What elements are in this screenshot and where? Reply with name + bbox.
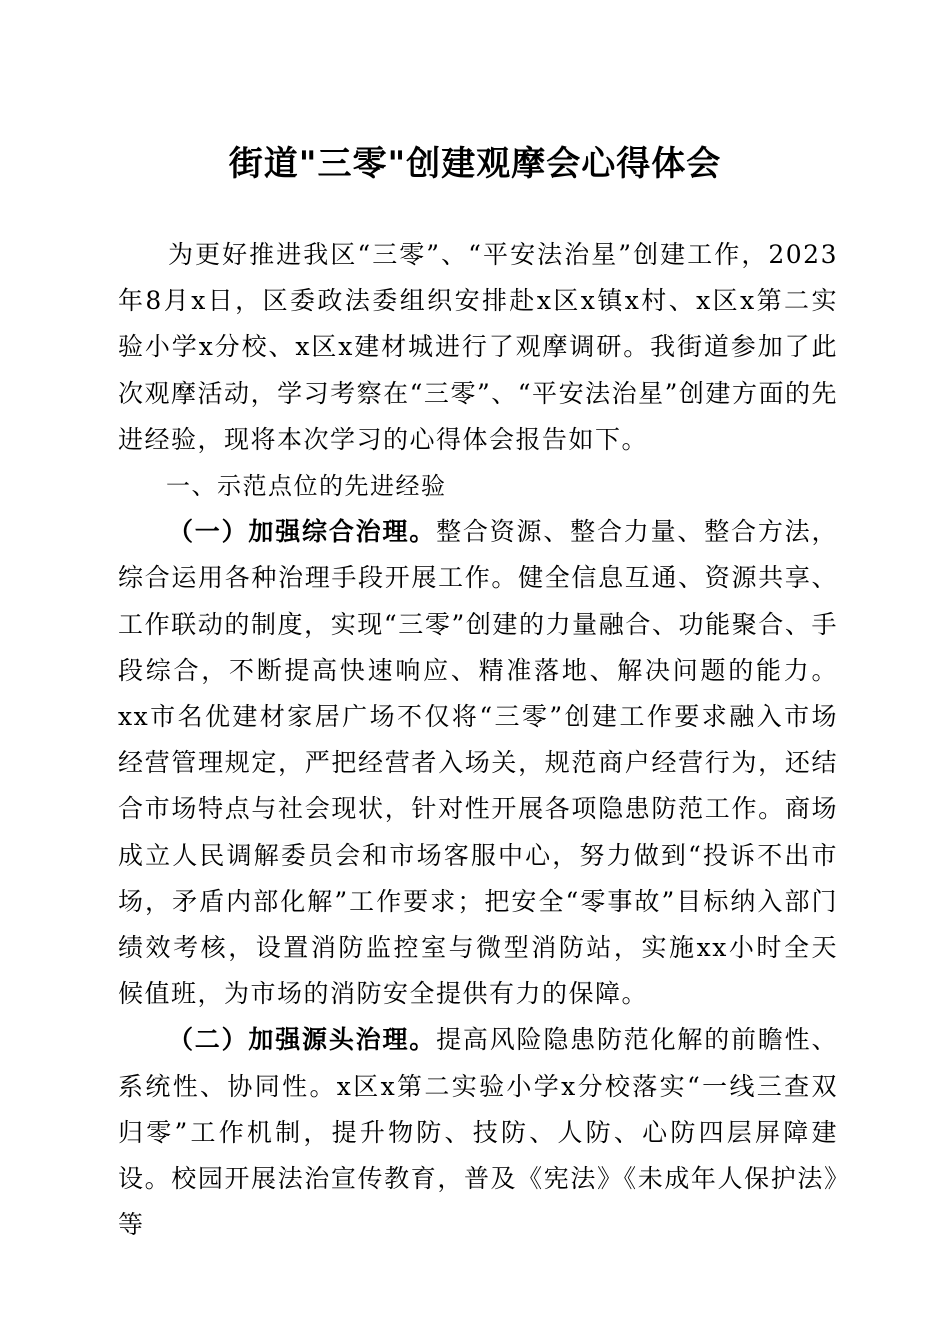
document-title: 街道"三零"创建观摩会心得体会: [228, 144, 722, 184]
document-body: [118, 232, 838, 1248]
paragraph-item-2: [118, 1017, 838, 1248]
intro-paragraph: 为更好推进我区“三零”、“平安法治星”创建工作，2023年8月x日，区委政法委组织安排赴x区x镇x村、x区x第二实验小学x分校、x区x建材城进行了观摩调研。我街道参加了此次观摩活动，学习考察在“三零”、“平安法治星”创建方面的先进经验，现将本次学习的心得体会报告如下。: [118, 240, 838, 454]
item-2-text: 提高风险隐患防范化解的前瞻性、系统性、协同性。x区x第二实验小学x分校落实“一线三查双归零”工作机制，提升物防、技防、人防、心防四层屏障建设。校园开展法治宣传教育，普及《宪法》《未成年人保护法》等: [118, 1025, 838, 1240]
item-2-lead: （二）加强源头治理。: [168, 1025, 437, 1055]
item-1-text: 整合资源、整合力量、整合方法，综合运用各种治理手段开展工作。健全信息互通、资源共享、工作联动的制度，实现“三零”创建的力量融合、功能聚合、手段综合，不断提高快速响应、精准落地、解决问题的能力。xx市名优建材家居广场不仅将“三零”创建工作要求融入市场经营管理规定，严把经营者入场关，规范商户经营行为，还结合市场特点与社会现状，针对性开展各项隐患防范工作。商场成立人民调解委员会和市场客服中心，努力做到“投诉不出市场，矛盾内部化解”工作要求；把安全“零事故”目标纳入部门绩效考核，设置消防监控室与微型消防站，实施xx小时全天候值班，为市场的消防安全提供有力的保障。: [118, 517, 838, 1009]
paragraph-item-1: [118, 509, 838, 1017]
item-1-lead: （一）加强综合治理。: [168, 517, 437, 547]
section-heading: 一、示范点位的先进经验: [166, 472, 447, 501]
